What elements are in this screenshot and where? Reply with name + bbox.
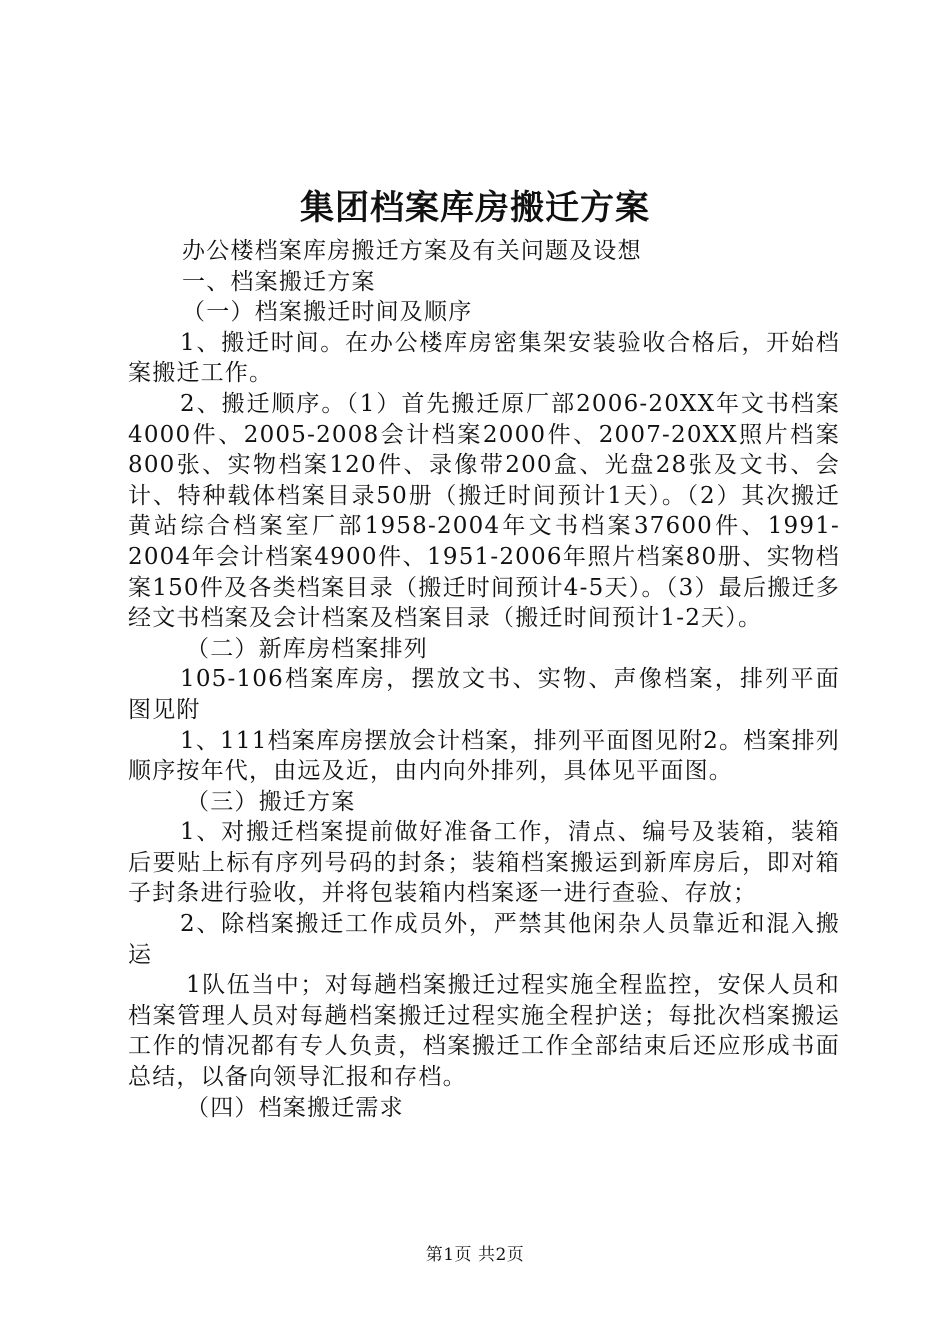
subsection-heading: （一）档案搬迁时间及顺序 [182,299,473,326]
paragraph: 办公楼档案库房搬迁方案及有关问题及设想 [182,238,642,264]
subsection-heading: （四）档案搬迁需求 [186,1094,404,1121]
subsection-heading: （二）新库房档案排列 [186,635,428,662]
page-footer: 第1页 共2页 [425,1245,525,1265]
paragraph: 2、除档案搬迁工作成员外，严禁其他闲杂人员靠近和混入搬运 [128,911,840,968]
paragraph: 105-106档案库房，摆放文书、实物、声像档案，排列平面图见附 [128,666,840,723]
paragraph: 1队伍当中；对每趟档案搬迁过程实施全程监控，安保人员和档案管理人员对每趟档案搬迁过程实施全程护送；每批次档案搬运工作的情况都有专人负责，档案搬迁工作全部结束后还应形成书面总结，以备向领导汇报和存档。 [128,972,840,1091]
paragraph: 1、111档案库房摆放会计档案，排列平面图见附2。档案排列顺序按年代，由远及近，由内向外排列，具体见平面图。 [128,727,840,785]
section-heading: 一、档案搬迁方案 [182,268,376,295]
paragraph: 2、搬迁顺序。（1）首先搬迁原厂部2006-20XX年文书档案4000件、2005-2008会计档案2000件、2007-20XX照片档案800张、实物档案120件、录像带200盒、光盘28张及文书、会计、特种载体档案目录50册（搬迁时间预计1天）。（2）其次搬迁黄站综合档案室厂部1958-2004年文书档案37600件、1991-2004年会计档案4900件、1951-2006年照片档案80册、实物档案150件及各类档案目录（搬迁时间预计4-5天）。（3）最后搬迁多经文书档案及会计档案及档案目录（搬迁时间预计1-2天）。 [128,390,840,632]
document-body [128,236,840,1123]
paragraph: 1、对搬迁档案提前做好准备工作，清点、编号及装箱，装箱后要贴上标有序列号码的封条；装箱档案搬运到新库房后，即对箱子封条进行验收，并将包装箱内档案逐一进行查验、存放； [128,819,840,907]
paragraph: 1、搬迁时间。在办公楼库房密集架安装验收合格后，开始档案搬迁工作。 [128,329,840,387]
subsection-heading: （三）搬迁方案 [186,788,356,815]
document-title: 集团档案库房搬迁方案 [300,188,650,228]
